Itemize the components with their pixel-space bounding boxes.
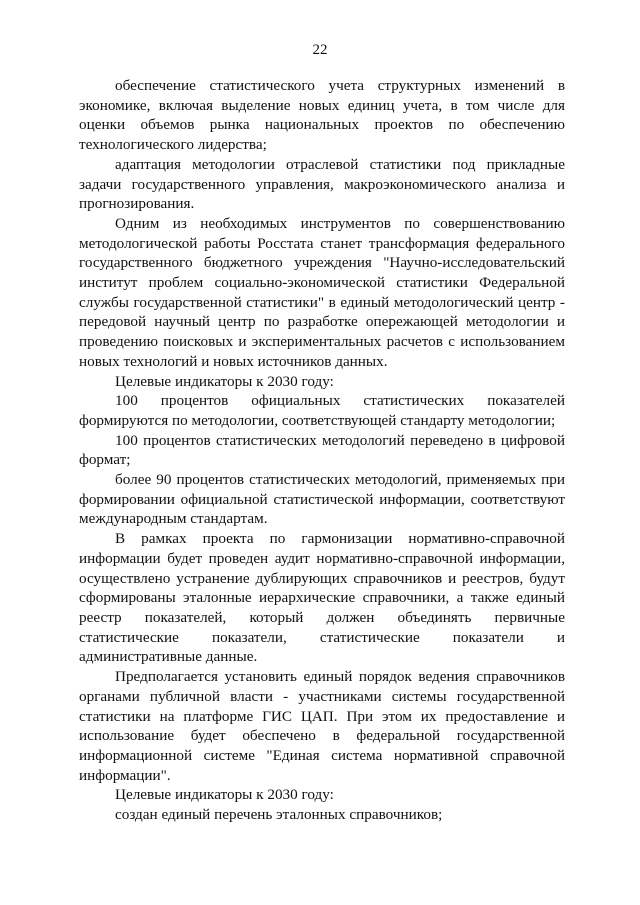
- body-text: [79, 76, 565, 825]
- paragraph-methodology-adaptation: адаптация методологии отраслевой статистики под прикладные задачи государственного управления, макроэкономического анализа и прогнозирования.: [79, 155, 565, 213]
- page-number: 22: [312, 42, 328, 58]
- paragraph-statistical-accounting: обеспечение статистического учета структурных изменений в экономике, включая выделение новых единиц учета, в том числе для оценки объемов рынка национальных проектов по обеспечению технологического лидерства;: [79, 77, 565, 154]
- paragraph-methodological-center: Одним из необходимых инструментов по совершенствованию методологической работы Росстата станет трансформация федерального государственного бюджетного учреждения "Научно-исследовательский институт проблем социально-экономической статистики Федеральной службы государственной статистики" в единый методологический центр - передовой научный центр по разработке опережающей методологии и проведению поисковых и экспериментальных расчетов с использованием новых технологий и новых источников данных.: [79, 214, 565, 370]
- paragraph-indicator-digital-format: 100 процентов статистических методологий переведено в цифровой формат;: [79, 431, 565, 469]
- paragraph-indicator-international-standards: более 90 процентов статистических методологий, применяемых при формировании официальной статистической информации, соответствуют международным стандартам.: [79, 471, 565, 528]
- paragraph-reference-harmonization: В рамках проекта по гармонизации нормативно-справочной информации будет проведен аудит нормативно-справочной информации, осуществлено устранение дублирующих справочников и реестров, будут сформированы эталонные иерархические справочники, а также единый реестр показателей, который должен объединять первичные статистические показатели, статистические показатели и административные данные.: [79, 530, 565, 666]
- paragraph-target-indicators-heading-2: Целевые индикаторы к 2030 году:: [115, 786, 334, 804]
- paragraph-target-indicators-heading: Целевые индикаторы к 2030 году:: [115, 372, 334, 390]
- paragraph-reference-list-created: создан единый перечень эталонных справочников;: [115, 806, 443, 824]
- paragraph-reference-maintenance: Предполагается установить единый порядок ведения справочников органами публичной власти - участниками системы государственной статистики на платформе ГИС ЦАП. При этом их предоставление и использование будет обеспечено в федеральной государственной информационной системе "Единая система нормативной справочной информации".: [79, 668, 565, 784]
- paragraph-indicator-official-indicators: 100 процентов официальных статистических показателей формируются по методологии, соответствующей стандарту методологии;: [79, 392, 565, 429]
